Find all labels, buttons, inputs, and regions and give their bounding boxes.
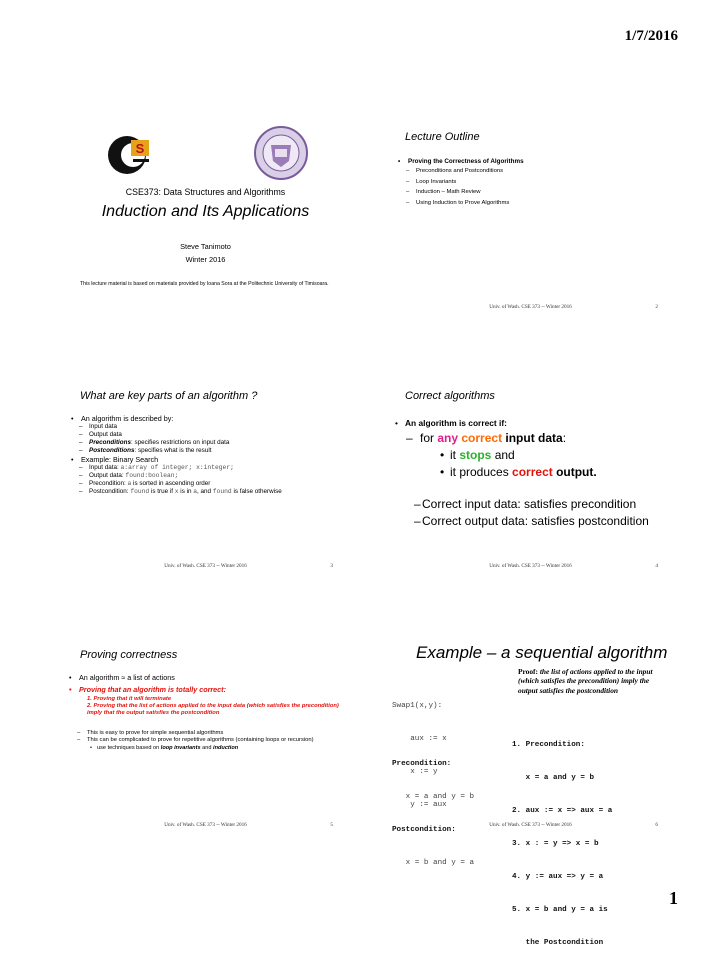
word-any: any	[437, 431, 459, 445]
ex-output	[69, 472, 342, 480]
conditions-block	[392, 737, 474, 891]
code: a	[127, 480, 132, 487]
label: Preconditions	[89, 439, 131, 446]
bullet-dot: •	[440, 465, 445, 479]
code-line: y := aux	[392, 801, 447, 809]
code-line: Swap1(x,y):	[392, 702, 443, 710]
text: : specifies what is the result	[134, 447, 212, 454]
bullet-dot: •	[395, 418, 398, 428]
text: is true if	[149, 488, 175, 495]
text: loop invariants	[160, 744, 201, 751]
outline-sub: – Using Induction to Prove Algorithms	[396, 198, 665, 209]
numbered-2: 2. Proving that the list of actions applied to the input data (which satisfies the precondition) imply that the output satisfies the postcondition	[87, 703, 339, 717]
correct-condition	[406, 431, 567, 445]
word-stops: stops	[459, 448, 492, 462]
label: Input data:	[89, 464, 121, 471]
footer-text: Univ. of Wash. CSE 373 -- Winter 2016	[164, 822, 247, 828]
dash-item: – This can be complicated to prove for repetitive algorithms (containing loops or recursion)	[67, 737, 342, 745]
page-number: 1	[669, 888, 678, 908]
produces-line	[440, 465, 597, 479]
text: is in	[178, 488, 194, 495]
sub-output: – Output data	[69, 431, 342, 439]
page-date: 1/7/2016	[624, 28, 678, 44]
lecture-title: Induction and Its Applications	[101, 203, 310, 220]
text: Postcondition:	[89, 488, 131, 495]
bullet-dot: •	[440, 448, 445, 462]
code-line: x := y	[392, 768, 438, 776]
correct-input-line	[414, 497, 637, 511]
dash: –	[414, 497, 421, 511]
dash: –	[414, 514, 421, 528]
proof-body: the list of actions applied to the input (which satisfies the precondition) imply the output satisfies the postcondition	[518, 667, 653, 695]
proof-step: the Postcondition	[512, 939, 604, 947]
text: induction	[213, 744, 239, 751]
proof-text	[518, 667, 668, 695]
post-value: x = b and y = a	[392, 859, 475, 867]
correct-bullet	[394, 418, 507, 428]
sub-bullet	[67, 745, 342, 752]
bullet-red: • Proving that an algorithm is totally correct:	[67, 685, 342, 694]
correct-output-line	[414, 514, 649, 528]
pre-label: Precondition:	[392, 760, 452, 768]
slide-title: Example – a sequential algorithm	[416, 643, 668, 662]
university-seal-icon	[253, 125, 309, 181]
outline-list	[396, 157, 665, 208]
ex-postcondition	[69, 488, 342, 496]
text: for	[420, 431, 438, 445]
proof-step: 1. Precondition:	[512, 741, 585, 749]
code-line: aux := x	[392, 735, 447, 743]
sub-postconditions	[69, 447, 342, 455]
text: is false otherwise	[231, 488, 282, 495]
code: x	[174, 488, 179, 495]
outline-bullet: • Proving the Correctness of Algorithms	[396, 157, 665, 166]
proving-list	[67, 673, 342, 752]
proof-label: Proof:	[518, 667, 540, 676]
text: Precondition:	[89, 480, 128, 487]
slide-number: 2	[655, 304, 658, 310]
text: Correct output data: satisfies postcondition	[422, 514, 649, 528]
key-parts-list	[69, 414, 342, 496]
proof-step: 2. aux := x => aux = a	[512, 807, 613, 815]
pre-value: x = a and y = b	[392, 793, 475, 801]
credit-note: This lecture material is based on materials provided by Ioana Sora at the Politechnic University of Timisoara.	[80, 281, 329, 287]
slide-2-outline	[388, 115, 673, 310]
text: it produces	[450, 465, 513, 479]
slide-6-sequential-example	[388, 633, 673, 947]
slide-number: 4	[655, 563, 658, 569]
text: and	[491, 448, 515, 462]
word-correct: correct	[512, 465, 553, 479]
slide-number: 5	[330, 822, 333, 828]
footer-text: Univ. of Wash. CSE 373 -- Winter 2016	[164, 563, 247, 569]
numbered-1: 1. Proving that it will terminate	[87, 696, 172, 702]
word-correct: correct	[461, 431, 503, 445]
footer-text: Univ. of Wash. CSE 373 -- Winter 2016	[489, 822, 572, 828]
slide-1-title	[63, 115, 348, 310]
bullet: • Example: Binary Search	[69, 455, 342, 464]
text: is sorted in ascending order	[131, 480, 211, 487]
text: output.	[552, 465, 597, 479]
slide-5-proving-correctness	[63, 633, 348, 828]
code: a	[193, 488, 198, 495]
proof-step: 3. x : = y => x = b	[512, 840, 599, 848]
label: Postconditions	[89, 447, 135, 454]
code: found	[130, 488, 150, 495]
slide-title: Proving correctness	[80, 649, 178, 661]
dash-item: – This is easy to prove for simple sequential algorithms	[67, 730, 342, 738]
text: it	[450, 448, 460, 462]
slide-title: What are key parts of an algorithm ?	[80, 390, 258, 402]
dash: –	[406, 431, 413, 445]
footer-text: Univ. of Wash. CSE 373 -- Winter 2016	[489, 304, 572, 310]
slide-3-key-parts	[63, 374, 348, 569]
bullet-text: An algorithm is correct if:	[405, 418, 507, 428]
outline-sub: – Induction – Math Review	[396, 187, 665, 198]
sub-preconditions	[69, 439, 342, 447]
slide-number: 6	[655, 822, 658, 828]
sub-input: – Input data	[69, 423, 342, 431]
code: found:boolean;	[125, 472, 179, 479]
svg-text:S: S	[135, 141, 145, 156]
label: Output data:	[89, 472, 126, 479]
cse-logo-icon	[105, 130, 155, 180]
code: a:array of integer; x:integer;	[120, 464, 234, 471]
author-name: Steve Tanimoto	[180, 242, 231, 251]
slide-title: Lecture Outline	[405, 131, 480, 143]
slide-number: 3	[330, 563, 333, 569]
term: Winter 2016	[185, 255, 226, 264]
code: found	[212, 488, 232, 495]
slide-4-correct-algorithms	[388, 374, 673, 569]
ex-precondition	[69, 480, 342, 488]
bullet: • An algorithm ≈ a list of actions	[67, 673, 342, 682]
outline-sub: – Preconditions and Postconditions	[396, 166, 665, 177]
post-label: Postcondition:	[392, 826, 456, 834]
footer-text: Univ. of Wash. CSE 373 -- Winter 2016	[489, 563, 572, 569]
stops-line	[440, 448, 515, 462]
proof-step: x = a and y = b	[512, 774, 595, 782]
text: and	[200, 744, 214, 751]
proof-steps	[512, 718, 612, 971]
course-name: CSE373: Data Structures and Algorithms	[125, 187, 286, 197]
text: input data	[502, 431, 563, 445]
bullet: • An algorithm is described by:	[69, 414, 342, 423]
proof-step: 4. y := aux => y = a	[512, 873, 604, 881]
text: use techniques based on	[97, 744, 161, 751]
ex-input	[69, 464, 342, 472]
text: , and	[197, 488, 213, 495]
text: :	[562, 431, 567, 445]
text: : specifies restrictions on input data	[130, 439, 230, 446]
proof-step: 5. x = b and y = a is	[512, 906, 608, 914]
slide-title: Correct algorithms	[405, 390, 495, 402]
text: Correct input data: satisfies precondition	[422, 497, 637, 511]
outline-sub: – Loop Invariants	[396, 177, 665, 188]
